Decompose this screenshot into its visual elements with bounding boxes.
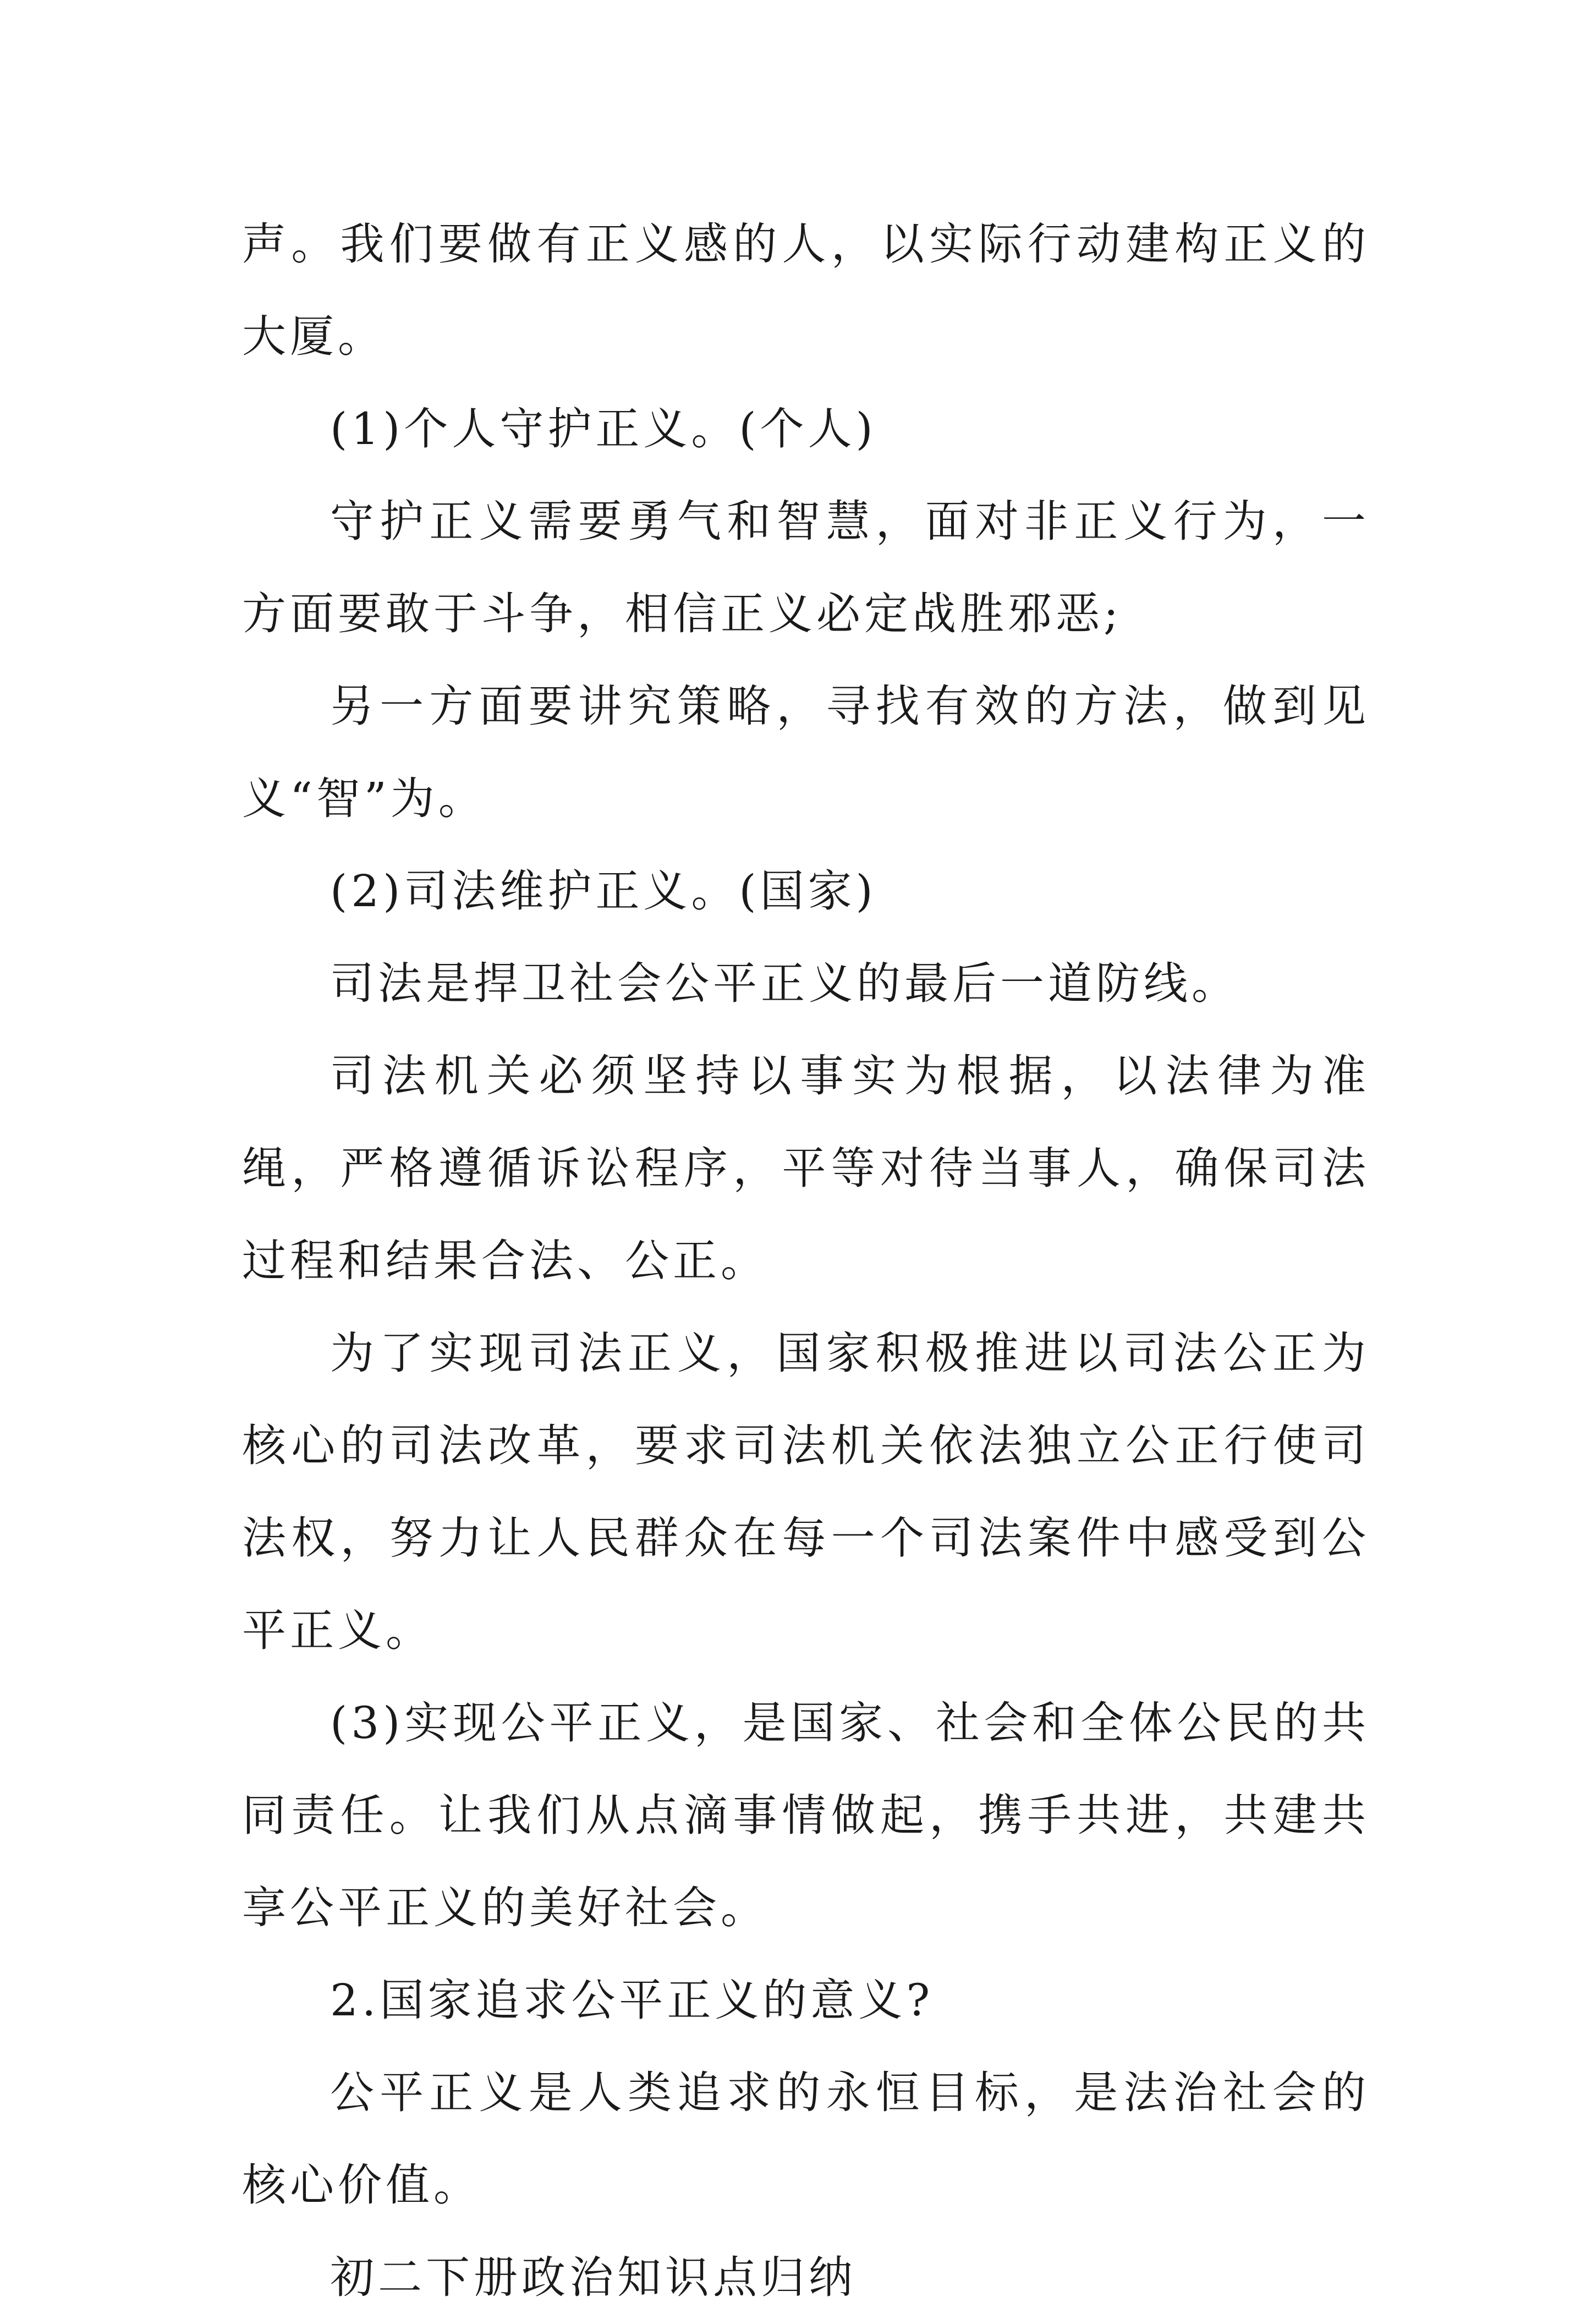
body-text <box>242 198 1370 2324</box>
paragraph: 另一方面要讲究策略，寻找有效的方法，做到见义“智”为。 <box>242 681 1370 824</box>
paragraph-heading-state: (2)司法维护正义。(国家) <box>330 865 877 917</box>
paragraph: 司法是捍卫社会公平正义的最后一道防线。 <box>330 958 1239 1009</box>
paragraph: 司法机关必须坚持以事实为根据，以法律为准绳，严格遵循诉讼程序，平等对待当事人，确保司法过程和结果合法、公正。 <box>242 1050 1370 1286</box>
paragraph: 公平正义是人类追求的永恒目标，是法治社会的核心价值。 <box>242 2067 1370 2211</box>
question-heading: 2.国家追求公平正义的意义? <box>330 1975 934 2026</box>
paragraph: (3)实现公平正义，是国家、社会和全体公民的共同责任。让我们从点滴事情做起，携手共进，共建共享公平正义的美好社会。 <box>242 1697 1370 1933</box>
paragraph: 守护正义需要勇气和智慧，面对非正义行为，一方面要敢于斗争，相信正义必定战胜邪恶; <box>242 496 1370 639</box>
paragraph: 为了实现司法正义，国家积极推进以司法公正为核心的司法改革，要求司法机关依法独立公正行使司法权，努力让人民群众在每一个司法案件中感受到公平正义。 <box>242 1328 1370 1656</box>
section-title: 初二下册政治知识点归纳 <box>330 2252 857 2303</box>
paragraph-continuation: 声。我们要做有正义感的人，以实际行动建构正义的大厦。 <box>242 218 1370 362</box>
paragraph-heading-personal: (1)个人守护正义。(个人) <box>330 403 877 454</box>
